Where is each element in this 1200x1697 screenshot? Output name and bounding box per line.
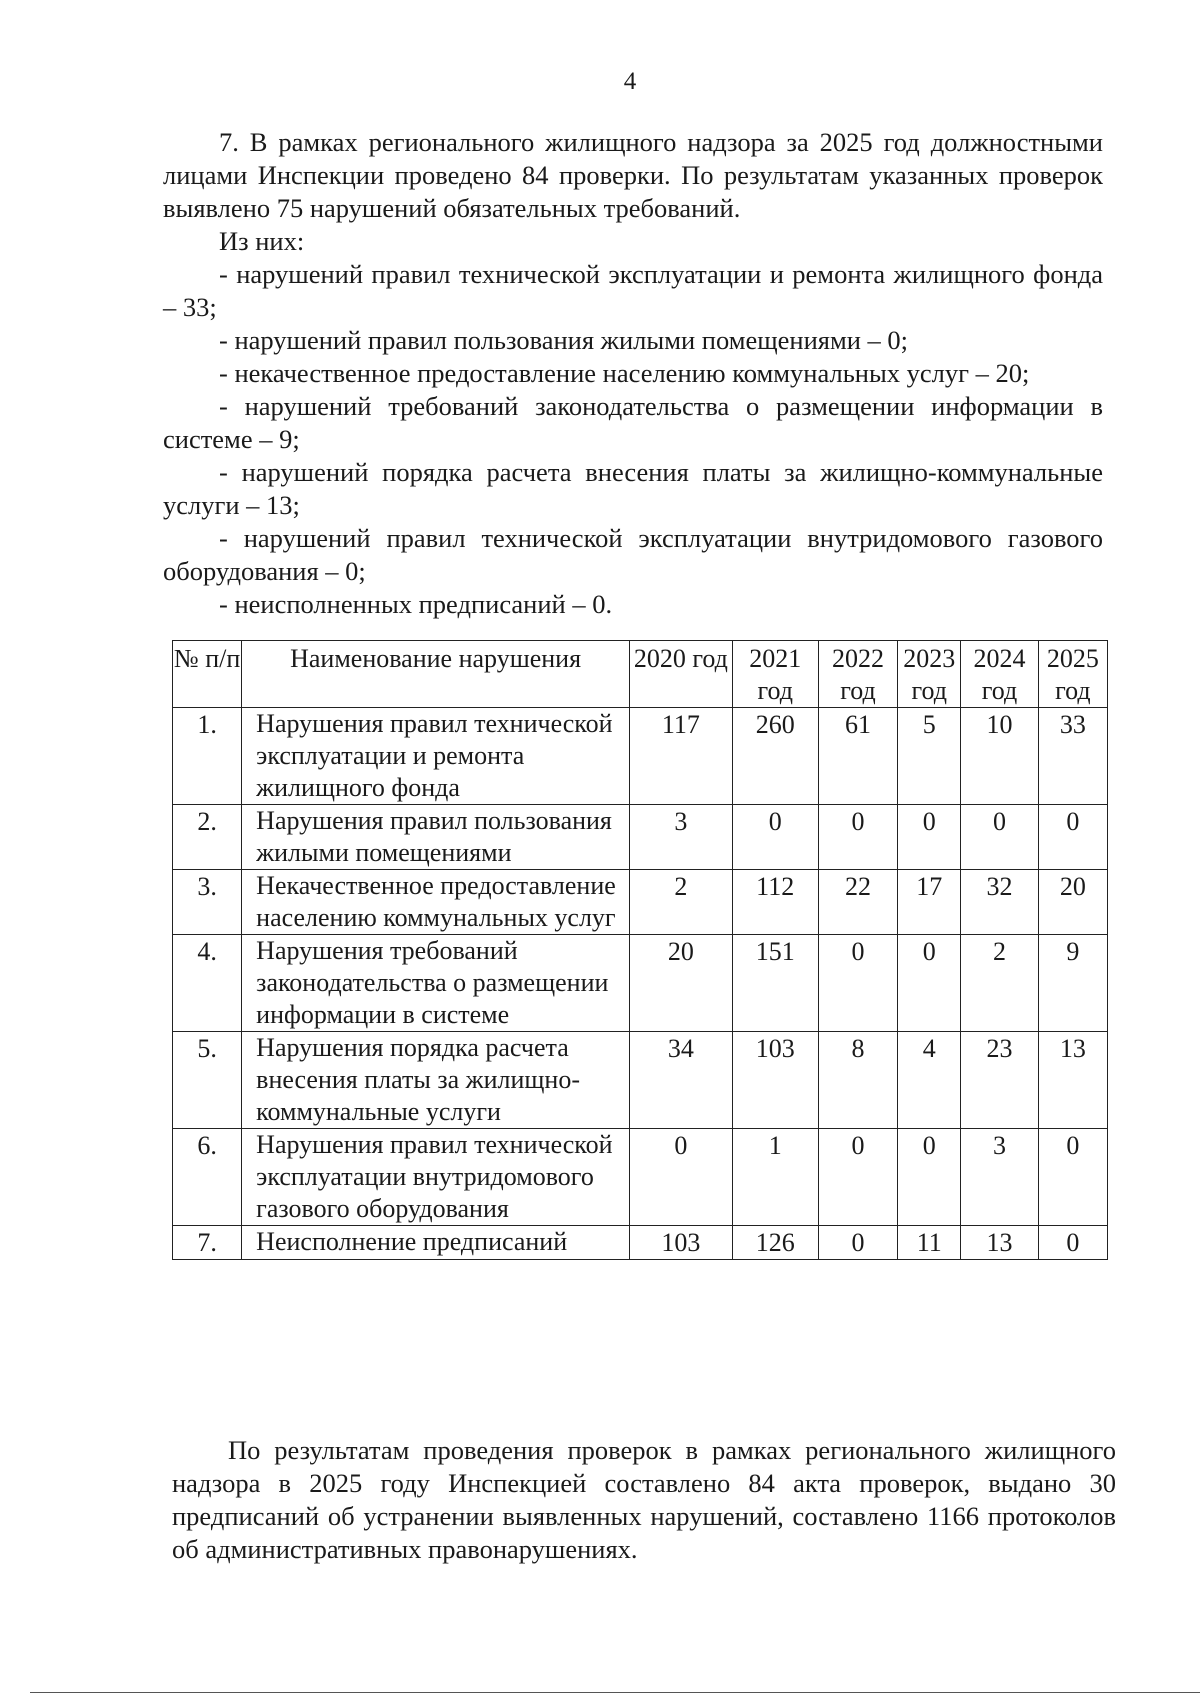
row-value: 33 <box>1038 708 1107 805</box>
row-value: 34 <box>630 1032 733 1129</box>
table-row <box>173 708 1108 805</box>
row-number: 2. <box>173 805 242 870</box>
row-value: 0 <box>1038 1226 1107 1260</box>
table-row <box>173 1129 1108 1226</box>
row-value: 4 <box>898 1032 961 1129</box>
row-name: Некачественное предоставление населению коммунальных услуг <box>242 870 630 935</box>
violation-list-item: - нарушений правил технической эксплуатации внутридомового газового оборудования – 0; <box>163 523 1103 586</box>
header-year: 2024 год <box>961 641 1039 708</box>
row-value: 112 <box>732 870 818 935</box>
row-value: 0 <box>818 805 898 870</box>
row-number: 1. <box>173 708 242 805</box>
page-bottom-rule <box>30 1692 1200 1693</box>
row-value: 9 <box>1038 935 1107 1032</box>
header-year: 2021 год <box>732 641 818 708</box>
intro-paragraph: 7. В рамках регионального жилищного надзора за 2025 год должностными лицами Инспекции проведено 84 проверки. По результатам указанных проверок выявлено 75 нарушений обязательных требований. <box>163 127 1103 223</box>
violation-list-item: - нарушений правил пользования жилыми помещениями – 0; <box>219 325 909 355</box>
row-value: 103 <box>732 1032 818 1129</box>
row-value: 0 <box>898 805 961 870</box>
header-year: 2023 год <box>898 641 961 708</box>
row-value: 0 <box>1038 1129 1107 1226</box>
row-value: 10 <box>961 708 1039 805</box>
row-value: 5 <box>898 708 961 805</box>
row-value: 0 <box>818 935 898 1032</box>
page-number: 4 <box>623 68 637 95</box>
violations-table <box>172 640 1108 1260</box>
row-value: 117 <box>630 708 733 805</box>
row-name: Нарушения порядка расчета внесения платы за жилищно-коммунальные услуги <box>242 1032 630 1129</box>
row-value: 20 <box>630 935 733 1032</box>
row-value: 0 <box>1038 805 1107 870</box>
row-value: 0 <box>732 805 818 870</box>
row-value: 61 <box>818 708 898 805</box>
row-name: Нарушения правил технической эксплуатации и ремонта жилищного фонда <box>242 708 630 805</box>
row-value: 103 <box>630 1226 733 1260</box>
table-row <box>173 870 1108 935</box>
row-value: 0 <box>961 805 1039 870</box>
row-value: 32 <box>961 870 1039 935</box>
row-name: Нарушения правил технической эксплуатации внутридомового газового оборудования <box>242 1129 630 1226</box>
row-value: 126 <box>732 1226 818 1260</box>
row-value: 2 <box>630 870 733 935</box>
row-value: 2 <box>961 935 1039 1032</box>
closing-paragraph: По результатам проведения проверок в рамках регионального жилищного надзора в 2025 году Инспекцией составлено 84 акта проверок, выдано 30 предписаний об устранении выявленных нарушений, составлено 1166 протоколов об административных правонарушениях. <box>172 1435 1116 1564</box>
row-number: 6. <box>173 1129 242 1226</box>
violation-list-item: - неисполненных предписаний – 0. <box>219 589 613 619</box>
row-name: Нарушения правил пользования жилыми помещениями <box>242 805 630 870</box>
table-header-row <box>173 641 1108 708</box>
row-value: 1 <box>732 1129 818 1226</box>
row-value: 13 <box>1038 1032 1107 1129</box>
violation-list-item: - нарушений требований законодательства о размещении информации в системе – 9; <box>163 391 1103 454</box>
row-number: 5. <box>173 1032 242 1129</box>
row-value: 23 <box>961 1032 1039 1129</box>
row-value: 0 <box>818 1226 898 1260</box>
row-number: 4. <box>173 935 242 1032</box>
intro-block <box>163 126 1103 621</box>
violation-list-item: - нарушений правил технической эксплуатации и ремонта жилищного фонда – 33; <box>163 259 1103 322</box>
row-value: 20 <box>1038 870 1107 935</box>
row-number: 3. <box>173 870 242 935</box>
violation-list-item: - некачественное предоставление населению коммунальных услуг – 20; <box>219 358 1030 388</box>
row-value: 151 <box>732 935 818 1032</box>
violation-list-item: - нарушений порядка расчета внесения платы за жилищно-коммунальные услуги – 13; <box>163 457 1103 520</box>
row-value: 11 <box>898 1226 961 1260</box>
header-year: 2022 год <box>818 641 898 708</box>
row-value: 17 <box>898 870 961 935</box>
table-row <box>173 1032 1108 1129</box>
row-value: 8 <box>818 1032 898 1129</box>
table-row <box>173 805 1108 870</box>
table-row <box>173 935 1108 1032</box>
row-number: 7. <box>173 1226 242 1260</box>
header-year: 2020 год <box>630 641 733 708</box>
row-value: 0 <box>898 935 961 1032</box>
row-name: Нарушения требований законодательства о размещении информации в системе <box>242 935 630 1032</box>
header-name: Наименование нарушения <box>242 641 630 708</box>
row-value: 3 <box>961 1129 1039 1226</box>
row-value: 260 <box>732 708 818 805</box>
row-value: 3 <box>630 805 733 870</box>
header-num: № п/п <box>173 641 242 708</box>
row-name: Неисполнение предписаний <box>242 1226 630 1260</box>
intro-subheading: Из них: <box>219 226 305 256</box>
row-value: 0 <box>898 1129 961 1226</box>
row-value: 13 <box>961 1226 1039 1260</box>
header-year: 2025 год <box>1038 641 1107 708</box>
table-row <box>173 1226 1108 1260</box>
row-value: 0 <box>630 1129 733 1226</box>
row-value: 0 <box>818 1129 898 1226</box>
row-value: 22 <box>818 870 898 935</box>
